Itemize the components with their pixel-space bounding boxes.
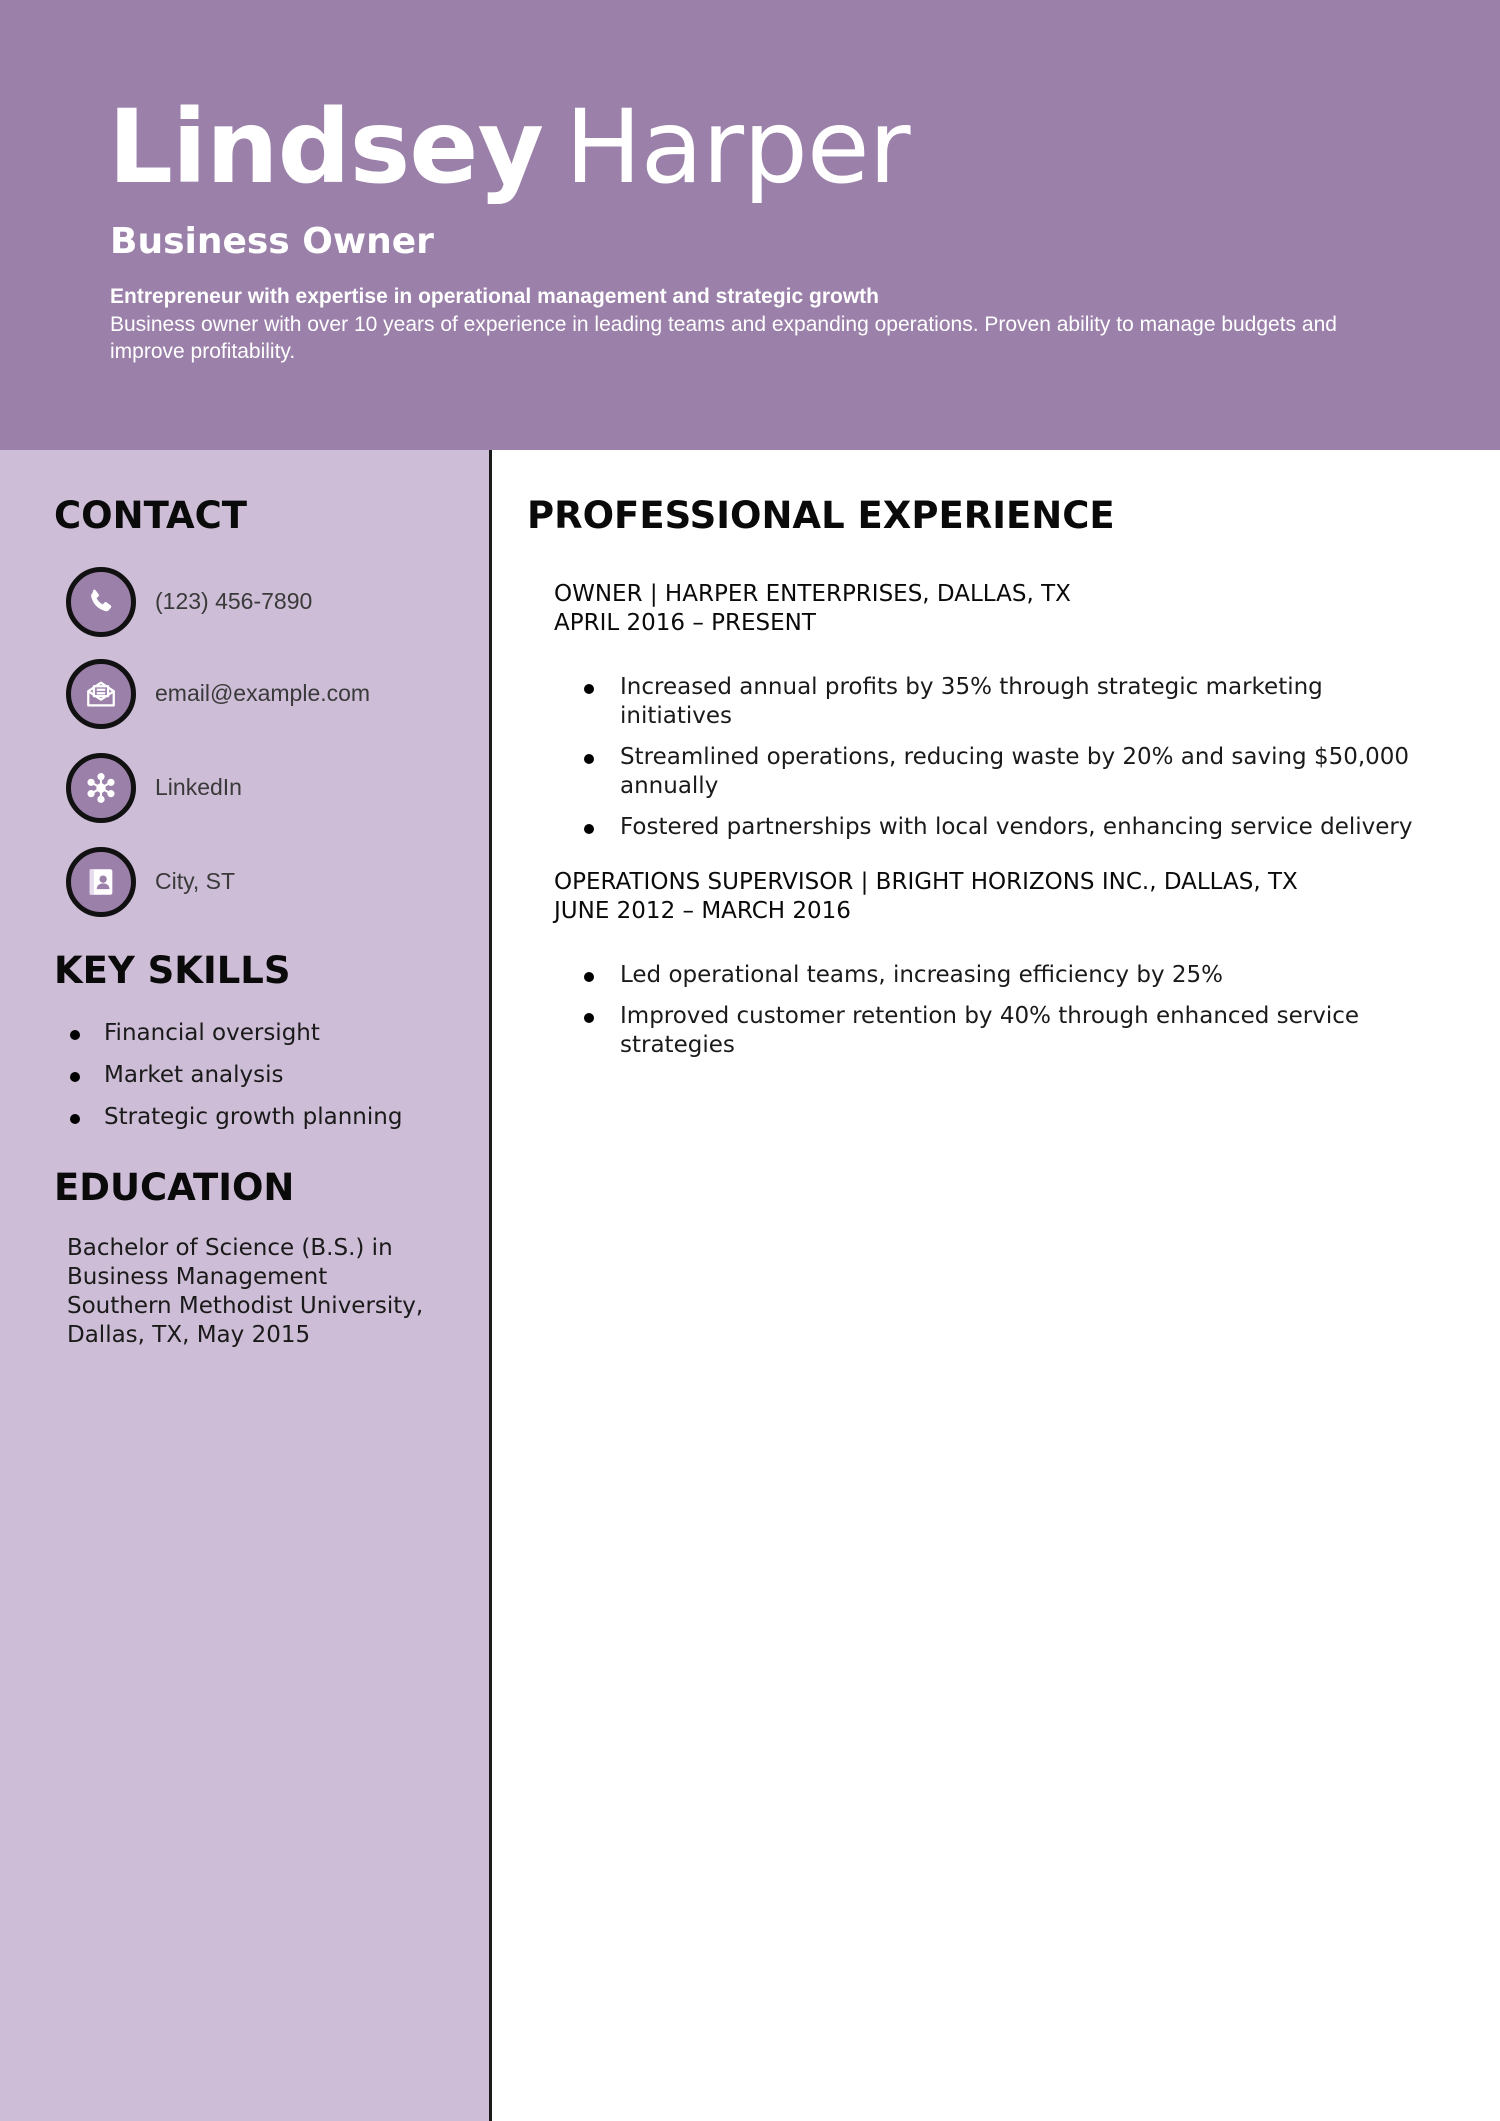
- contact-linkedin: [66, 753, 466, 825]
- experience-heading: PROFESSIONAL EXPERIENCE: [527, 494, 1115, 537]
- school-line: Southern Methodist University,: [67, 1293, 424, 1319]
- job-bullet: Increased annual profits by 35% through strategic marketing initiatives: [554, 673, 1414, 731]
- location-text: City, ST: [155, 868, 236, 894]
- contact-phone: [66, 567, 466, 639]
- job-title: Business Owner: [110, 221, 434, 262]
- degree-line: Bachelor of Science (B.S.) in: [67, 1235, 393, 1261]
- skills-heading: KEY SKILLS: [54, 949, 291, 992]
- network-icon: [66, 753, 136, 823]
- column-divider: [489, 450, 492, 2121]
- contact-heading: CONTACT: [54, 494, 247, 537]
- skill-item: Market analysis: [56, 1056, 476, 1098]
- job-entry: [554, 868, 1454, 1058]
- job-bullets: [554, 961, 1414, 1072]
- education-heading: EDUCATION: [54, 1166, 295, 1209]
- education-entry: [67, 1234, 467, 1350]
- phone-text: (123) 456-7890: [155, 588, 313, 614]
- address-book-icon: [66, 847, 136, 917]
- contact-location: [66, 847, 466, 919]
- job-bullet: Streamlined operations, reducing waste by 20% and saving $50,000 annually: [554, 743, 1414, 801]
- email-icon: [66, 659, 136, 729]
- first-name: Lindsey: [108, 88, 543, 207]
- header-band: [0, 0, 1500, 450]
- skill-item: Financial oversight: [56, 1014, 476, 1056]
- job-bullet: Improved customer retention by 40% through enhanced service strategies: [554, 1002, 1414, 1060]
- job-dates: JUNE 2012 – MARCH 2016: [554, 898, 851, 924]
- linkedin-text: LinkedIn: [155, 774, 242, 800]
- job-heading: OWNER | HARPER ENTERPRISES, DALLAS, TX: [554, 581, 1071, 607]
- skills-list: [56, 1014, 476, 1140]
- major-line: Business Management: [67, 1264, 328, 1290]
- skill-item: Strategic growth planning: [56, 1098, 476, 1140]
- job-heading: OPERATIONS SUPERVISOR | BRIGHT HORIZONS INC., DALLAS, TX: [554, 869, 1298, 895]
- job-bullet: Led operational teams, increasing efficiency by 25%: [554, 961, 1414, 990]
- job-bullet: Fostered partnerships with local vendors, enhancing service delivery: [554, 813, 1414, 842]
- summary: Business owner with over 10 years of experience in leading teams and expanding operations. Proven ability to manage budgets and improve profitability.: [110, 313, 1337, 363]
- job-dates: APRIL 2016 – PRESENT: [554, 610, 816, 636]
- last-name: Harper: [564, 88, 910, 207]
- job-bullets: [554, 673, 1414, 854]
- location-date-line: Dallas, TX, May 2015: [67, 1322, 311, 1348]
- phone-icon: [66, 567, 136, 637]
- contact-email: [66, 659, 466, 731]
- email-text: email@example.com: [155, 680, 371, 706]
- job-entry: [554, 580, 1454, 840]
- tagline: Entrepreneur with expertise in operational management and strategic growth: [110, 285, 879, 308]
- candidate-name: [108, 88, 910, 208]
